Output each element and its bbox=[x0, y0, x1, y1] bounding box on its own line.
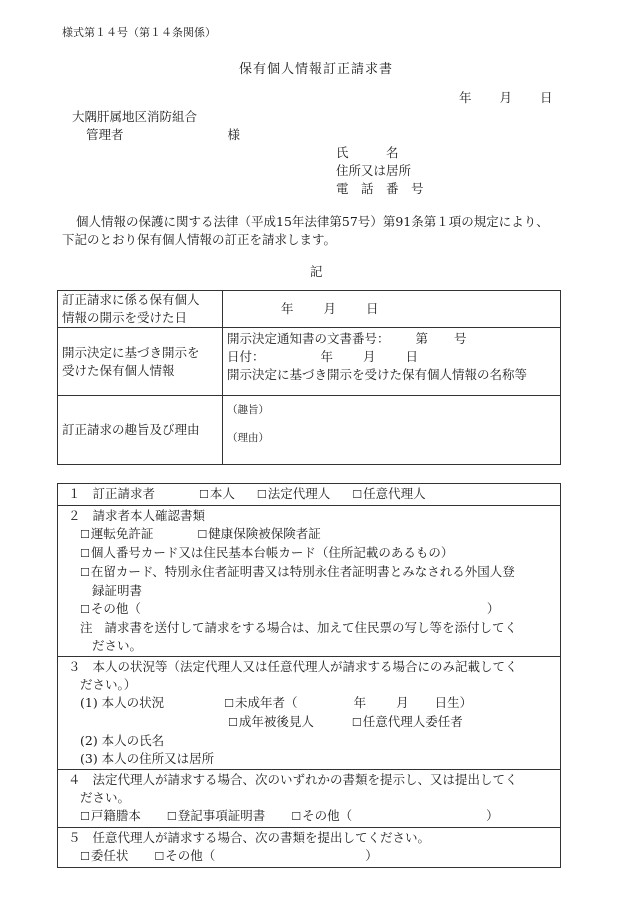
form-number: 様式第１４号（第１４条関係） bbox=[62, 26, 216, 39]
section-2-title: 請求者本人確認書類 bbox=[92, 508, 206, 523]
addressee-honorific: 様 bbox=[227, 127, 241, 142]
section-5: ５ 任意代理人が請求する場合、次の書類を提出してください。 ☐委任状 ☐その他（ ） bbox=[58, 828, 561, 868]
checkbox-icon: ☐ bbox=[256, 488, 267, 501]
requester-name-label: 氏 名 bbox=[336, 145, 399, 160]
checkbox-icon: ☐ bbox=[291, 810, 302, 823]
intro-line-2: 下記のとおり保有個人情報の訂正を請求します。 bbox=[62, 232, 337, 247]
checkbox-icon: ☐ bbox=[351, 716, 362, 729]
opt-drivers-license[interactable]: ☐運転免許証 bbox=[80, 526, 154, 541]
opt-residence-card[interactable]: ☐在留カード、特別永住者証明書又は特別永住者証明書とみなされる外国人登 bbox=[80, 564, 515, 579]
intro-line-1: 個人情報の保護に関する法律（平成15年法律第57号）第91条第１項の規定により、 bbox=[76, 214, 549, 229]
opt-my-number-card[interactable]: ☐個人番号カード又は住民基本台帳カード（住所記載のあるもの） bbox=[80, 545, 454, 560]
checkbox-icon: ☐ bbox=[80, 547, 90, 560]
notice-date-line: 日付： 年 月 日 bbox=[227, 349, 419, 364]
disclosure-date-label: 訂正請求に係る保有個人 情報の開示を受けた日 bbox=[58, 291, 223, 328]
checkbox-icon: ☐ bbox=[154, 850, 165, 863]
opt-principal[interactable]: ☐任意代理人委任者 bbox=[351, 714, 463, 729]
opt-other-legal-doc[interactable]: ☐その他（ ） bbox=[291, 808, 499, 823]
checkbox-icon: ☐ bbox=[80, 603, 90, 616]
opt-health-insurance[interactable]: ☐健康保険被保険者証 bbox=[197, 526, 321, 541]
section-3: ３ 本人の状況等（法定代理人又は任意代理人が請求する場合にのみ記載してく ださい。） (1) 本人の状況 ☐未成年者（ 年 月 日生） ☐成年被後見人 ☐任意代理人委任者 (2) 本人の氏名 (3) 本人の住所又は居所 bbox=[58, 657, 561, 770]
addressee-person bbox=[86, 125, 240, 143]
doc-number-line: 開示決定通知書の文書番号： 第 号 bbox=[227, 331, 467, 346]
opt-registry-cert[interactable]: ☐登記事項証明書 bbox=[166, 808, 266, 823]
checkbox-icon: ☐ bbox=[224, 697, 235, 710]
date-day-label: 日 bbox=[540, 90, 553, 105]
checkbox-icon: ☐ bbox=[228, 716, 238, 729]
request-details-table bbox=[57, 290, 561, 465]
opt-minor[interactable]: ☐未成年者（ 年 月 日生） bbox=[224, 695, 473, 710]
date-line bbox=[459, 88, 553, 106]
checkbox-icon: ☐ bbox=[80, 810, 90, 823]
date-month-label: 月 bbox=[499, 90, 513, 105]
principal-address-label: (3) 本人の住所又は居所 bbox=[80, 751, 215, 766]
ki-heading: 記 bbox=[310, 264, 323, 279]
requester-info-table bbox=[57, 483, 561, 868]
reason-label: （理由） bbox=[227, 432, 269, 444]
opt-legal-agent[interactable]: ☐法定代理人 bbox=[256, 486, 331, 501]
disclosed-info-field[interactable] bbox=[223, 328, 561, 396]
section-2-note: 注 請求書を送付して請求をする場合は、加えて住民票の写し等を添付してく bbox=[80, 620, 518, 635]
section-3-title: 本人の状況等（法定代理人又は任意代理人が請求する場合にのみ記載してく bbox=[92, 659, 518, 674]
requester-address-label: 住所又は居所 bbox=[336, 163, 412, 178]
info-name-line: 開示決定に基づき開示を受けた保有個人情報の名称等 bbox=[227, 367, 528, 382]
purpose-reason-label: 訂正請求の趣旨及び理由 bbox=[58, 396, 223, 465]
opt-other-agent-doc[interactable]: ☐その他（ ） bbox=[154, 848, 378, 863]
opt-voluntary-agent[interactable]: ☐任意代理人 bbox=[352, 486, 426, 501]
checkbox-icon: ☐ bbox=[352, 488, 363, 501]
page-title: 保有個人情報訂正請求書 bbox=[239, 62, 394, 77]
checkbox-icon: ☐ bbox=[80, 850, 90, 863]
disclosed-info-label: 開示決定に基づき開示を 受けた保有個人情報 bbox=[58, 328, 223, 396]
opt-power-of-attorney[interactable]: ☐委任状 bbox=[80, 848, 129, 863]
checkbox-icon: ☐ bbox=[166, 810, 177, 823]
checkbox-icon: ☐ bbox=[197, 528, 208, 541]
requester-phone-label: 電 話 番 号 bbox=[336, 181, 424, 196]
opt-self[interactable]: ☐本人 bbox=[199, 486, 235, 501]
section-1-title: 訂正請求者 bbox=[92, 486, 156, 501]
section-5-title: 任意代理人が請求する場合、次の書類を提出してください。 bbox=[92, 830, 431, 845]
principal-name-label: (2) 本人の氏名 bbox=[80, 733, 165, 748]
date-year-label: 年 bbox=[459, 90, 472, 105]
addressee-title: 管理者 bbox=[86, 127, 124, 142]
checkbox-icon: ☐ bbox=[80, 528, 90, 541]
opt-other-id[interactable]: ☐その他（ ） bbox=[80, 601, 500, 616]
checkbox-icon: ☐ bbox=[80, 566, 90, 579]
purpose-label: （趣旨） bbox=[227, 404, 269, 416]
disclosure-date-field[interactable]: 年 月 日 bbox=[223, 291, 561, 328]
section-1: １ 訂正請求者 ☐本人 ☐法定代理人 ☐任意代理人 bbox=[58, 484, 561, 506]
addressee-org: 大隅肝属地区消防組合 bbox=[72, 109, 198, 124]
purpose-reason-field[interactable] bbox=[223, 396, 561, 465]
section-4: ４ 法定代理人が請求する場合、次のいずれかの書類を提示し、又は提出してく ださい。 ☐戸籍謄本 ☐登記事項証明書 ☐その他（ ） bbox=[58, 770, 561, 828]
section-4-title: 法定代理人が請求する場合、次のいずれかの書類を提示し、又は提出してく bbox=[92, 772, 518, 787]
opt-family-register[interactable]: ☐戸籍謄本 bbox=[80, 808, 141, 823]
checkbox-icon: ☐ bbox=[199, 488, 209, 501]
opt-adult-ward[interactable]: ☐成年被後見人 bbox=[228, 714, 314, 729]
section-2: ２ 請求者本人確認書類 ☐運転免許証 ☐健康保険被保険者証 ☐個人番号カード又は住民基本台帳カード（住所記載のあるもの） ☐在留カード、特別永住者証明書又は特別永住者証明書とみなされる外国人登 録証明書 ☐その他（ ） 注 請求書を送付して請求をする場合は、加えて住民票の写し等を添付してく ださい。 bbox=[58, 506, 561, 657]
